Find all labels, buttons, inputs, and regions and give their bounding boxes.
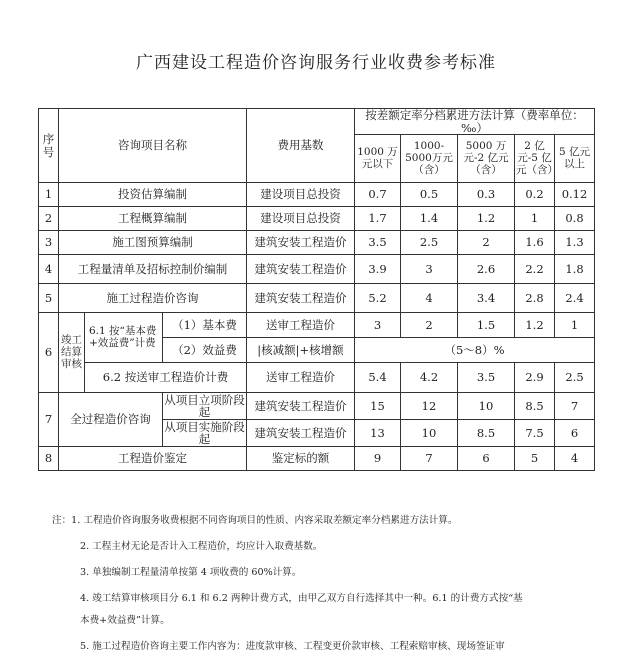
rate-cell: 13 (355, 420, 401, 447)
rate-cell: 6 (458, 447, 515, 471)
note-line: 4. 竣工结算审核项目分 6.1 和 6.2 两种计费方式，由甲乙双方自行选择其中一种。6.1 的计费方式按“基 (80, 593, 523, 604)
rate-cell: 0.12 (555, 183, 595, 207)
row-name: 工程概算编制 (59, 207, 247, 231)
table-row (39, 231, 595, 255)
rate-cell: 2.9 (515, 363, 555, 393)
row-basis: 建设项目总投资 (247, 183, 355, 207)
row-name: 从项目实施阶段起 (164, 419, 245, 447)
benefit-rate-cell: （5～8）% (355, 338, 595, 363)
rate-cell: 2.8 (515, 284, 555, 313)
row-name: 施工图预算编制 (59, 231, 247, 255)
rate-cell: 1 (515, 207, 555, 231)
rate-cell: 7.5 (515, 420, 555, 447)
rate-cell: 1.7 (355, 207, 401, 231)
note-line: 本费+效益费”计算。 (80, 615, 170, 626)
rate-cell: 7 (401, 447, 458, 471)
rate-cell: 5 (515, 447, 555, 471)
rate-cell: 6 (555, 420, 595, 447)
row-basis: 建筑安装工程造价 (247, 393, 355, 420)
rate-cell: 10 (401, 420, 458, 447)
header-tier: 2 亿元-5 亿元（含） (515, 135, 555, 183)
rate-cell: 8.5 (515, 393, 555, 420)
rate-cell: 1.6 (515, 231, 555, 255)
rate-cell: 9 (355, 447, 401, 471)
row-name: 工程造价鉴定 (59, 447, 247, 471)
row-basis: |核减额|+核增额 (247, 338, 355, 363)
note-line: 注：1. 工程造价咨询服务收费根据不同咨询项目的性质、内容采取差额定率分档累进方法计算。 (52, 515, 458, 526)
row-no: 3 (39, 231, 59, 255)
rate-cell: 3.5 (458, 363, 515, 393)
sub-item-6-2: 6.2 按送审工程造价计费 (85, 363, 247, 393)
rate-cell: 3.5 (355, 231, 401, 255)
row-name: 施工过程造价咨询 (59, 284, 247, 313)
row-name: 工程量清单及招标控制价编制 (59, 255, 247, 284)
header-rate-group: 按差额定率分档累进方法计算（费率单位：‰） (355, 109, 595, 135)
table-row (39, 447, 595, 471)
row-group: 竣工结算审核 (59, 313, 85, 393)
page-title: 广西建设工程造价咨询服务行业收费参考标准 (136, 53, 496, 73)
header-tier: 1000-5000万元（含） (401, 135, 458, 183)
rate-cell: 1.8 (555, 255, 595, 284)
table-row (39, 284, 595, 313)
rate-cell: 2.5 (401, 231, 458, 255)
row-basis: 建筑安装工程造价 (247, 231, 355, 255)
rate-cell: 15 (355, 393, 401, 420)
table-row (39, 255, 595, 284)
sub-item-6-1: 6.1 按“基本费+效益费”计费 (85, 313, 163, 363)
rate-cell: 1.2 (515, 313, 555, 338)
rate-cell: 0.7 (355, 183, 401, 207)
rate-cell: 2.2 (515, 255, 555, 284)
rate-cell: 5.4 (355, 363, 401, 393)
table-row (39, 183, 595, 207)
rate-cell: 2 (401, 313, 458, 338)
row-basis: 建设项目总投资 (247, 207, 355, 231)
rate-cell: 4.2 (401, 363, 458, 393)
row-basis: 建筑安装工程造价 (247, 420, 355, 447)
rate-cell: 0.2 (515, 183, 555, 207)
row-no: 6 (39, 313, 59, 393)
rate-cell: 2.5 (555, 363, 595, 393)
rate-cell: 0.5 (401, 183, 458, 207)
rate-cell: 0.3 (458, 183, 515, 207)
note-line: 3. 单独编制工程量清单按第 4 项收费的 60%计算。 (80, 567, 302, 578)
basic-fee-label: （1）基本费 (163, 313, 247, 338)
header-basis: 费用基数 (247, 109, 355, 183)
rate-cell: 0.8 (555, 207, 595, 231)
note-line: 5. 施工过程造价咨询主要工作内容为：进度款审核、工程变更价款审核、工程索赔审核、现场签证审 (80, 641, 505, 652)
rate-cell: 2.4 (555, 284, 595, 313)
rate-cell: 8.5 (458, 420, 515, 447)
table-row (39, 393, 595, 420)
rate-cell: 4 (555, 447, 595, 471)
rate-cell: 2.6 (458, 255, 515, 284)
rate-cell: 3 (401, 255, 458, 284)
rate-cell: 1.5 (458, 313, 515, 338)
fee-table (38, 108, 595, 471)
header-tier: 1000 万元以下 (355, 135, 401, 183)
rate-cell: 12 (401, 393, 458, 420)
header-seq: 序号 (39, 109, 59, 183)
row-no: 4 (39, 255, 59, 284)
table-row (39, 313, 595, 338)
rate-cell: 3.4 (458, 284, 515, 313)
rate-cell: 1 (555, 313, 595, 338)
rate-cell: 1.4 (401, 207, 458, 231)
note-line: 2. 工程主材无论是否计入工程造价，均应计入取费基数。 (80, 541, 323, 552)
rate-cell: 5.2 (355, 284, 401, 313)
row-basis: 鉴定标的额 (247, 447, 355, 471)
rate-cell: 4 (401, 284, 458, 313)
table-row (39, 363, 595, 393)
rate-cell: 1.2 (458, 207, 515, 231)
row-no: 7 (39, 393, 59, 447)
row-basis: 建筑安装工程造价 (247, 255, 355, 284)
rate-cell: 2 (458, 231, 515, 255)
row-basis: 送审工程造价 (247, 363, 355, 393)
row-name: 从项目立项阶段起 (164, 392, 245, 420)
header-tier: 5 亿元以上 (555, 135, 595, 183)
row-no: 1 (39, 183, 59, 207)
row-basis: 建筑安装工程造价 (247, 284, 355, 313)
row-basis: 送审工程造价 (247, 313, 355, 338)
rate-cell: 1.3 (555, 231, 595, 255)
rate-cell: 3.9 (355, 255, 401, 284)
row-group: 全过程造价咨询 (59, 393, 163, 447)
row-name: 投资估算编制 (59, 183, 247, 207)
header-item: 咨询项目名称 (59, 109, 247, 183)
table-row (39, 207, 595, 231)
header-tier: 5000 万元-2 亿元（含） (458, 135, 515, 183)
rate-cell: 10 (458, 393, 515, 420)
row-no: 5 (39, 284, 59, 313)
row-no: 8 (39, 447, 59, 471)
row-no: 2 (39, 207, 59, 231)
rate-cell: 7 (555, 393, 595, 420)
rate-cell: 3 (355, 313, 401, 338)
benefit-fee-label: （2）效益费 (163, 338, 247, 363)
